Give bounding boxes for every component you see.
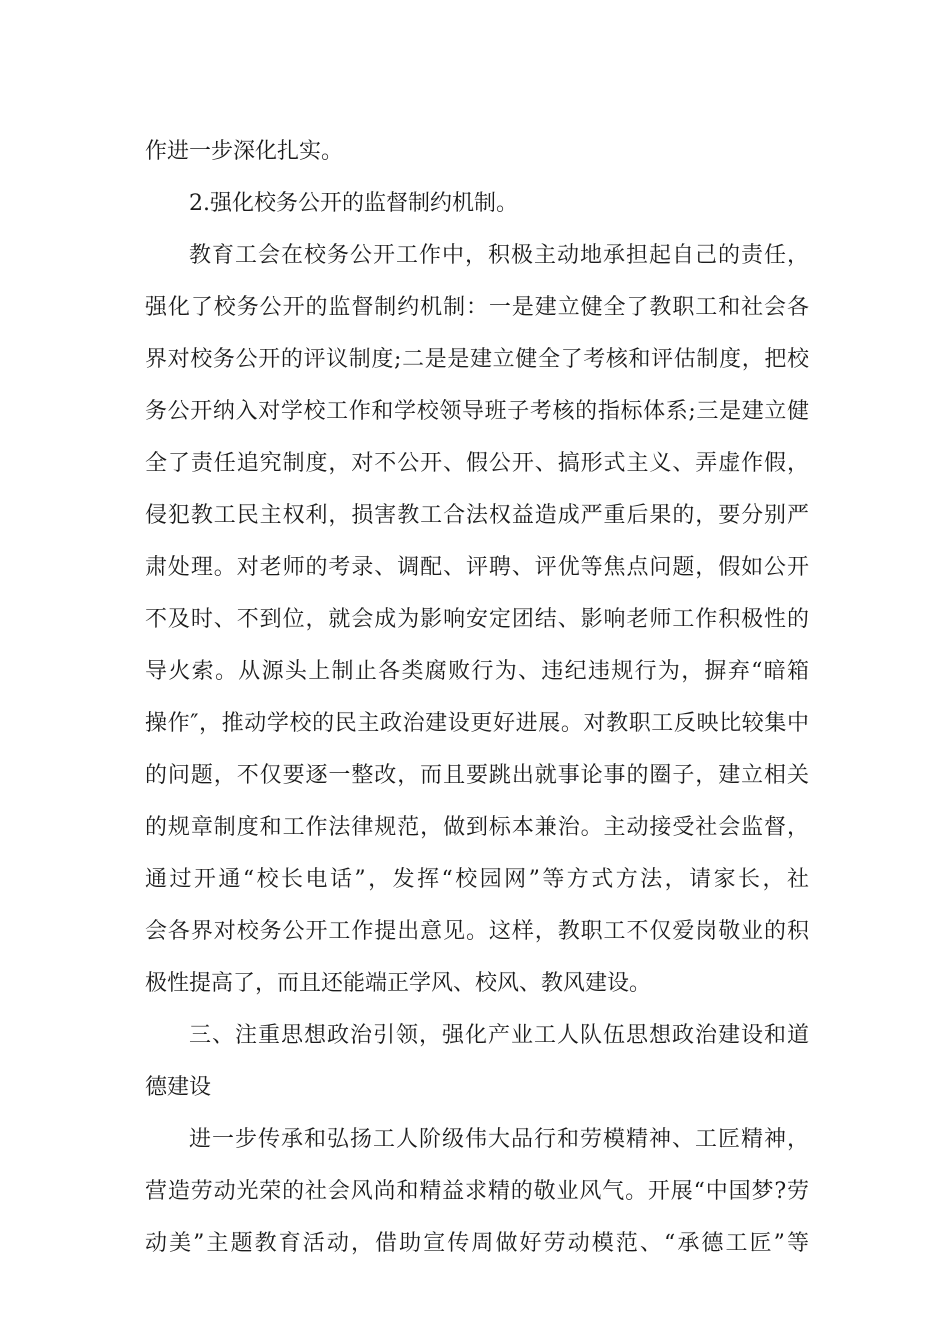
text-line: 作进一步深化扎实。 — [145, 139, 344, 164]
text-line: 通过开通“校长电话”，发挥“校园网”等方式方法，请家长，社 — [145, 867, 809, 892]
text-line: 务公开纳入对学校工作和学校领导班子考核的指标体系;三是建立健 — [145, 399, 809, 424]
document-body — [145, 126, 809, 1270]
text-line: 进一步传承和弘扬工人阶级伟大品行和劳模精神、工匠精神， — [189, 1127, 809, 1152]
section-heading-continued: 德建设 — [145, 1075, 212, 1100]
text-line: 的规章制度和工作法律规范，做到标本兼治。主动接受社会监督， — [145, 815, 809, 840]
section-heading: 三、注重思想政治引领，强化产业工人队伍思想政治建设和道 — [189, 1023, 809, 1048]
section-heading: 2.强化校务公开的监督制约机制。 — [189, 191, 518, 216]
text-line: 动美”主题教育活动，借助宣传周做好劳动模范、“承德工匠”等 — [145, 1231, 809, 1256]
text-line: 不及时、不到位，就会成为影响安定团结、影响老师工作积极性的 — [145, 607, 809, 632]
text-line: 导火索。从源头上制止各类腐败行为、违纪违规行为，摒弃“暗箱 — [145, 659, 809, 684]
text-line: 界对校务公开的评议制度;二是是建立健全了考核和评估制度，把校 — [145, 347, 809, 372]
text-line: 极性提高了，而且还能端正学风、校风、教风建设。 — [145, 971, 652, 996]
text-line: 操作″，推动学校的民主政治建设更好进展。对教职工反映比较集中 — [145, 711, 809, 736]
text-line: 强化了校务公开的监督制约机制：一是建立健全了教职工和社会各 — [145, 295, 809, 320]
text-line: 营造劳动光荣的社会风尚和精益求精的敬业风气。开展“中国梦?劳 — [145, 1179, 809, 1204]
text-line: 的问题，不仅要逐一整改，而且要跳出就事论事的圈子，建立相关 — [145, 763, 809, 788]
text-line: 教育工会在校务公开工作中，积极主动地承担起自己的责任， — [189, 243, 809, 268]
text-line: 侵犯教工民主权利，损害教工合法权益造成严重后果的，要分别严 — [145, 503, 809, 528]
text-line: 会各界对校务公开工作提出意见。这样，教职工不仅爱岗敬业的积 — [145, 919, 809, 944]
text-line: 全了责任追究制度，对不公开、假公开、搞形式主义、弄虚作假， — [145, 451, 809, 476]
text-line: 肃处理。对老师的考录、调配、评聘、评优等焦点问题，假如公开 — [145, 555, 809, 580]
